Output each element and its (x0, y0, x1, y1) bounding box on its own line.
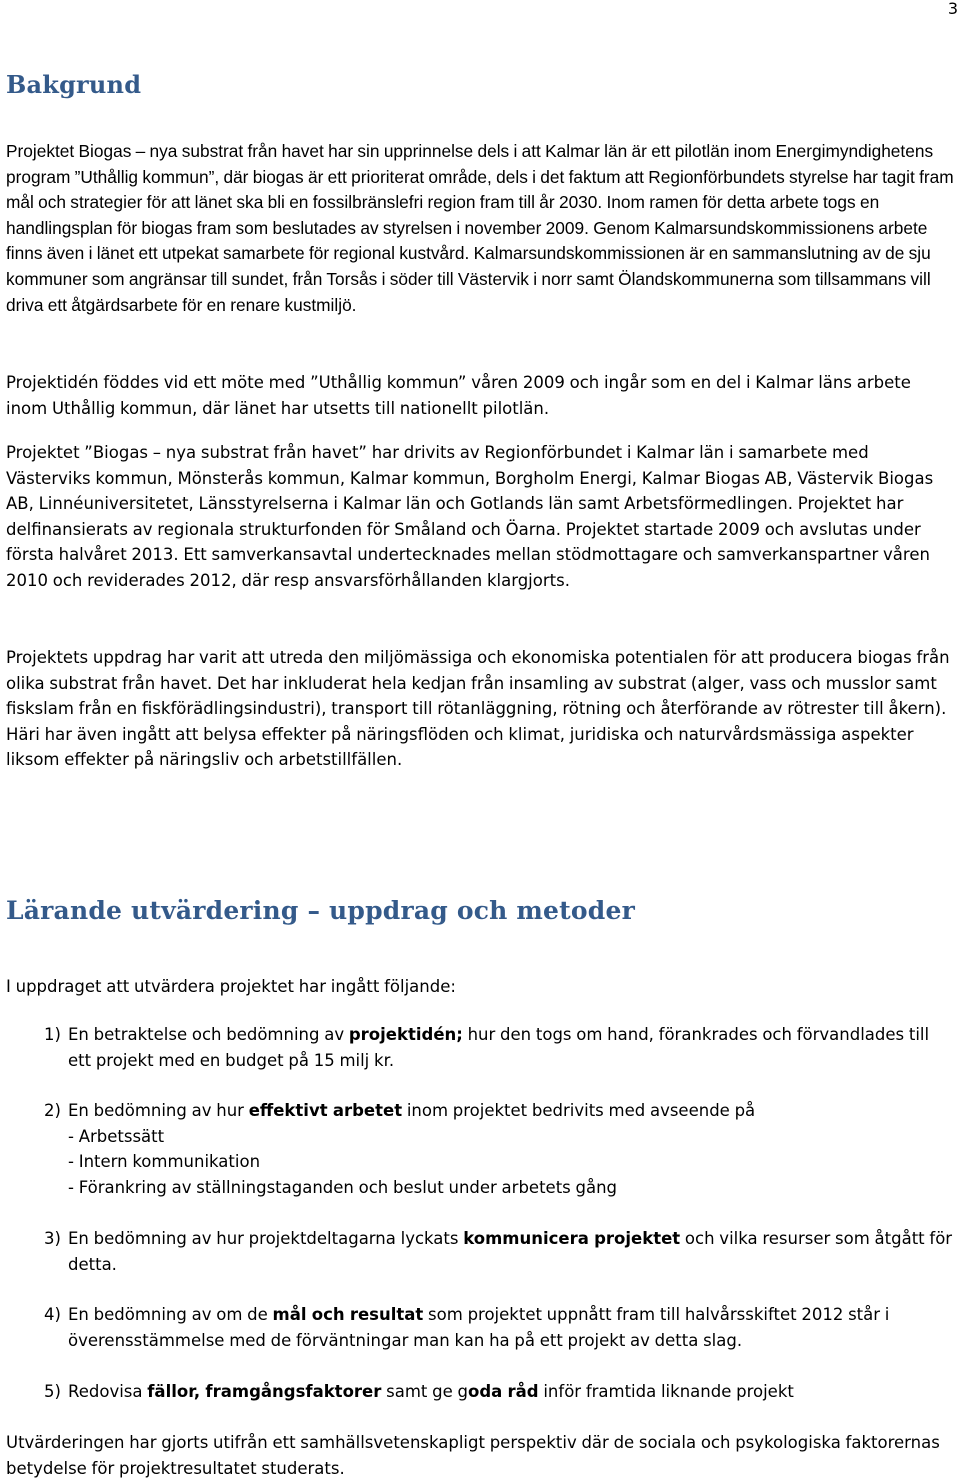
list-item-number: 5) (44, 1382, 61, 1401)
list-item (44, 1302, 956, 1353)
section-heading-evaluation: Lärande utvärdering – uppdrag och metoder (6, 896, 635, 925)
evaluation-closing: Utvärderingen har gjorts utifrån ett samhällsvetenskapligt perspektiv där de sociala och psykologiska faktorernas betydelse för projektresultatet studerats. (6, 1433, 940, 1478)
sub-item: - Förankring av ställningstaganden och beslut under arbetets gång (68, 1177, 618, 1197)
list-item (44, 1226, 956, 1277)
paragraph-background-2: Projektidén föddes vid ett möte med ”Uthållig kommun” våren 2009 och ingår som en del i Kalmar läns arbete inom Uthållig kommun, där länet har utsetts till nationellt pilotlän. (6, 373, 911, 418)
list-item-text: En bedömning av om de mål och resultat som projektet uppnått fram till halvårsskiftet 2012 står i överensstämmelse med de förväntningar man kan ha på ett projekt av detta slag. (68, 1305, 890, 1350)
sub-item: - Intern kommunikation (68, 1152, 261, 1172)
list-item-number: 4) (44, 1305, 61, 1324)
evaluation-intro: I uppdraget att utvärdera projektet har ingått följande: (6, 977, 456, 996)
list-item-text: En betraktelse och bedömning av projektidén; hur den togs om hand, förankrades och förvandlades till ett projekt med en budget på 15 milj kr. (68, 1025, 930, 1070)
list-item-text: Redovisa fällor, framgångsfaktorer samt ge goda råd inför framtida liknande projekt (68, 1382, 794, 1401)
paragraph-background-3: Projektet ”Biogas – nya substrat från havet” har drivits av Regionförbundet i Kalmar län i samarbete med Västerviks kommun, Mönsterås kommun, Kalmar kommun, Borgholm Energi, Kalmar Biogas AB, Västervik Biogas AB, Linnéuniversitetet, Länsstyrelserna i Kalmar län och Gotlands län samt Arbetsförmedlingen. Projektet har delfinansierats av regionala strukturfonden för Småland och Öarna. Projektet startade 2009 och avslutas under första halvåret 2013. Ett samverkansavtal undertecknades mellan stödmottagare och samverkanspartner våren 2010 och reviderades 2012, där resp ansvarsförhållanden klargjorts. (6, 443, 934, 590)
list-item (44, 1022, 956, 1073)
list-item-number: 3) (44, 1229, 61, 1248)
paragraph-background-4: Projektets uppdrag har varit att utreda den miljömässiga och ekonomiska potentialen för att producera biogas från olika substrat från havet. Det har inkluderat hela kedjan från insamling av substrat (alger, vass och musslor samt fiskslam från en fiskförädlingsindustri), transport till rötanläggning, rötning och återförande av rötrester till åkern). Häri har även ingått att belysa effekter på näringsflöden och klimat, juridiska och naturvårdsmässiga aspekter liksom effekter på näringsliv och arbetstillfällen. (6, 648, 950, 770)
list-item (44, 1379, 956, 1405)
list-item-number: 1) (44, 1025, 61, 1044)
list-item (44, 1098, 956, 1200)
list-item-text: En bedömning av hur projektdeltagarna lyckats kommunicera projektet och vilka resurser som åtgått för detta. (68, 1229, 953, 1274)
list-item-text: En bedömning av hur effektivt arbetet inom projektet bedrivits med avseende på - Arbetssätt - Intern kommunikation - Förankring av ställningstaganden och beslut under arbetets gång (68, 1098, 956, 1200)
paragraph-background-1: Projektet Biogas – nya substrat från havet har sin upprinnelse dels i att Kalmar län är ett pilotlän inom Energimyndighetens program ”Uthållig kommun”, där biogas är ett prioriterat område, dels i det faktum att Regionförbundets styrelse har tagit fram mål och strategier för att länet ska bli en fossilbränslefri region fram till år 2030. Inom ramen för detta arbete togs en handlingsplan för biogas fram som beslutades av styrelsen i november 2009. Genom Kalmarsundskommissionens arbete finns även i länet ett utpekat samarbete för regional kustvård. Kalmarsundskommissionen är en sammanslutning av de sju kommuner som angränsar till sundet, från Torsås i söder till Västervik i norr samt Ölandskommunerna som tillsammans vill driva ett åtgärdsarbete för en renare kustmiljö. (6, 141, 954, 315)
section-heading-bakgrund: Bakgrund (6, 70, 142, 99)
page-number: 3 (947, 0, 958, 18)
list-item-number: 2) (44, 1101, 61, 1120)
sub-item: - Arbetssätt (68, 1126, 165, 1146)
